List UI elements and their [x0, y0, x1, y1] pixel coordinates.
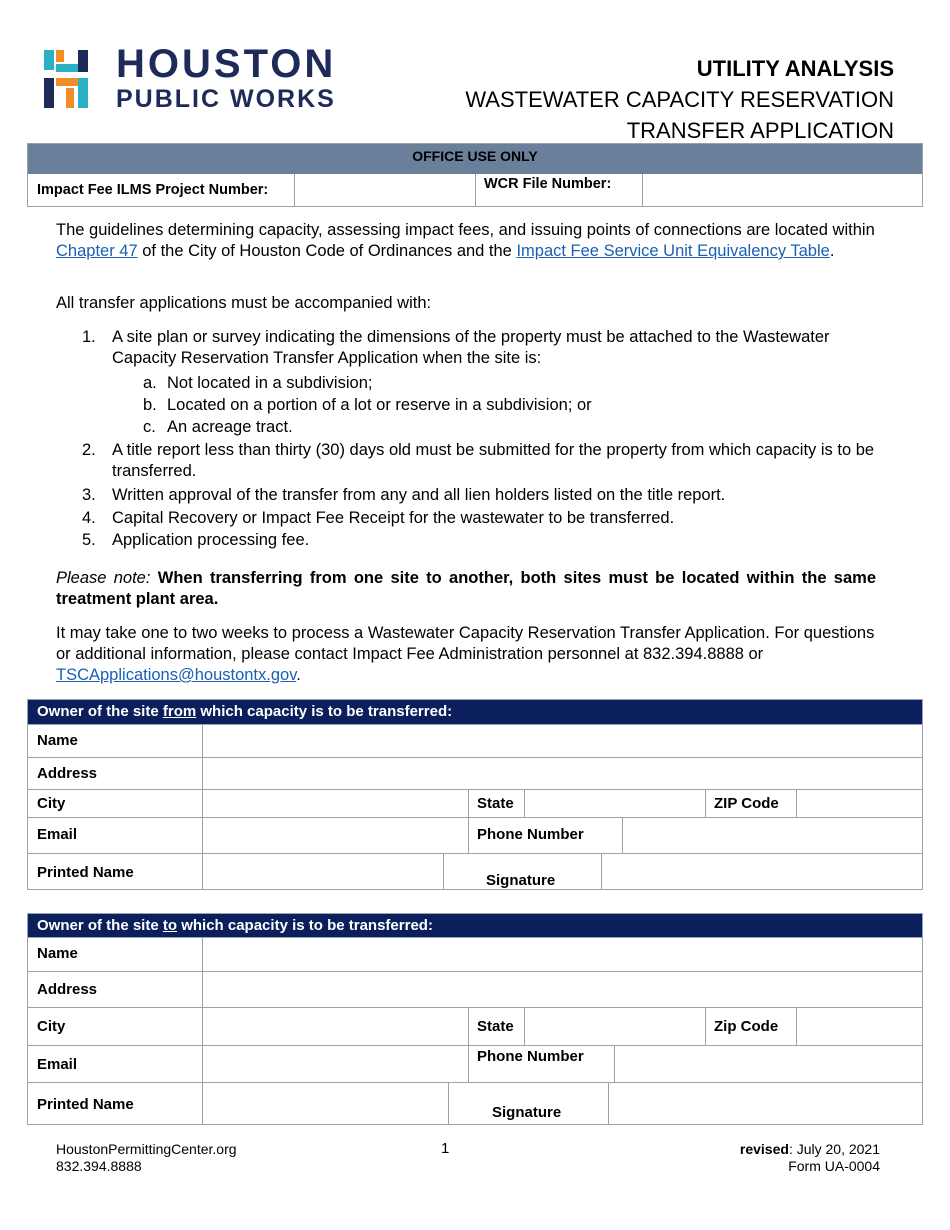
wcr-field[interactable]	[643, 174, 923, 207]
office-use-row	[28, 174, 922, 207]
footer-website: HoustonPermittingCenter.org	[56, 1141, 237, 1157]
sublist-item-letter: b.	[143, 396, 157, 414]
from-city-row	[28, 789, 922, 817]
logo-text-public-works: PUBLIC WORKS	[116, 85, 336, 113]
wcr-label: WCR File Number:	[484, 176, 612, 192]
from-city-input[interactable]	[203, 790, 468, 817]
printed-name-label: Printed Name	[37, 1096, 134, 1113]
from-owner-table	[27, 699, 923, 890]
from-printed-name-input[interactable]	[203, 854, 443, 890]
to-owner-table	[27, 913, 923, 1125]
logo-text-houston: HOUSTON	[116, 42, 337, 86]
office-use-table	[27, 143, 923, 207]
to-city-row	[28, 1007, 922, 1045]
requirements-intro: All transfer applications must be accompanied with:	[56, 294, 432, 312]
doc-title-line2: WASTEWATER CAPACITY RESERVATION	[465, 87, 894, 112]
list-item-number: 5.	[82, 531, 96, 549]
footer-revised: revised: July 20, 2021	[739, 1141, 880, 1157]
email-label: Email	[37, 1056, 78, 1073]
list-item-number: 4.	[82, 509, 96, 527]
from-email-row	[28, 817, 922, 853]
signature-label: Signature	[492, 1104, 562, 1121]
signature-label: Signature	[486, 872, 556, 889]
to-state-input[interactable]	[525, 1008, 705, 1045]
to-email-input[interactable]	[203, 1046, 468, 1082]
sublist-item: Located on a portion of a lot or reserve in a subdivision; or	[167, 396, 592, 414]
logo-mark-icon	[42, 46, 106, 112]
list-item: A site plan or survey indicating the dimensions of the property must be attached to the Wastewater Capacity Reservation Transfer Application when the site is:	[112, 328, 830, 367]
list-item: Capital Recovery or Impact Fee Receipt for the wastewater to be transferred.	[112, 509, 675, 527]
intro-paragraph: The guidelines determining capacity, assessing impact fees, and issuing points of connections are located within Chapter 47 of the City of Houston Code of Ordinances and the Impact Fee Service Unit Equivalency Table.	[56, 221, 875, 260]
to-address-row	[28, 971, 922, 1007]
to-email-row	[28, 1045, 922, 1082]
list-item-number: 3.	[82, 486, 96, 504]
to-phone-input[interactable]	[615, 1046, 922, 1082]
email-label: Email	[37, 826, 78, 843]
state-label: State	[477, 795, 514, 812]
from-name-row	[28, 724, 922, 757]
to-zip-input[interactable]	[797, 1008, 922, 1045]
list-item-number: 1.	[82, 328, 96, 346]
from-address-row	[28, 757, 922, 789]
from-signature-field[interactable]	[602, 854, 922, 890]
list-item: Application processing fee.	[112, 531, 310, 549]
name-label: Name	[37, 945, 78, 962]
printed-name-label: Printed Name	[37, 864, 134, 881]
footer-phone: 832.394.8888	[56, 1158, 142, 1174]
email-link[interactable]: TSCApplications@houstontx.gov	[56, 666, 297, 684]
to-address-input[interactable]	[203, 972, 922, 1007]
phone-label: Phone Number	[477, 1048, 584, 1065]
from-signature-row	[28, 853, 922, 890]
to-name-row	[28, 937, 922, 971]
office-use-heading: OFFICE USE ONLY	[28, 144, 922, 174]
from-table-heading: Owner of the site from which capacity is to be transferred:	[28, 700, 922, 724]
equivalency-table-link[interactable]: Impact Fee Service Unit Equivalency Table	[516, 242, 830, 260]
footer-left	[56, 1141, 237, 1175]
from-address-input[interactable]	[203, 758, 922, 789]
from-zip-input[interactable]	[797, 790, 922, 817]
address-label: Address	[37, 981, 98, 998]
sublist-item: An acreage tract.	[167, 418, 293, 436]
ilms-label: Impact Fee ILMS Project Number:	[37, 182, 269, 198]
to-city-input[interactable]	[203, 1008, 468, 1045]
sublist-item: Not located in a subdivision;	[167, 374, 373, 392]
list-item: Written approval of the transfer from any and all lien holders listed on the title report.	[112, 486, 726, 504]
zip-label: ZIP Code	[714, 795, 779, 812]
state-label: State	[477, 1018, 514, 1035]
from-phone-input[interactable]	[623, 818, 922, 853]
page-number: 1	[441, 1140, 450, 1157]
sublist-item-letter: c.	[143, 418, 156, 436]
to-name-input[interactable]	[203, 938, 922, 971]
footer-right	[740, 1141, 880, 1175]
sublist-item-letter: a.	[143, 374, 157, 392]
from-name-input[interactable]	[203, 725, 922, 757]
to-table-heading: Owner of the site to which capacity is to be transferred:	[28, 914, 922, 937]
processing-paragraph: It may take one to two weeks to process a Wastewater Capacity Reservation Transfer Application. For questions or additional information, please contact Impact Fee Administration personnel at 832.394.8888 or TSCApplications@houstontx.gov.	[56, 624, 875, 684]
list-item: A title report less than thirty (30) days old must be submitted for the property from which capacity is to be transferred.	[112, 441, 875, 480]
zip-label: Zip Code	[714, 1018, 779, 1035]
to-signature-row	[28, 1082, 922, 1124]
ilms-field[interactable]	[295, 174, 475, 207]
address-label: Address	[37, 765, 98, 782]
phone-label: Phone Number	[477, 826, 584, 843]
to-signature-field[interactable]	[609, 1083, 922, 1124]
city-label: City	[37, 1018, 66, 1035]
city-label: City	[37, 795, 66, 812]
from-email-input[interactable]	[203, 818, 468, 853]
doc-title-line3: TRANSFER APPLICATION	[626, 118, 894, 143]
name-label: Name	[37, 732, 78, 749]
list-item-number: 2.	[82, 441, 96, 459]
houston-public-works-logo	[42, 44, 362, 114]
chapter-47-link[interactable]: Chapter 47	[56, 242, 138, 260]
footer-form-number: Form UA-0004	[788, 1158, 880, 1174]
note-paragraph: Please note: When transferring from one site to another, both sites must be located within the same treatment plant area.	[56, 569, 876, 608]
to-printed-name-input[interactable]	[203, 1083, 448, 1124]
from-state-input[interactable]	[525, 790, 705, 817]
doc-title-main: UTILITY ANALYSIS	[696, 56, 894, 81]
